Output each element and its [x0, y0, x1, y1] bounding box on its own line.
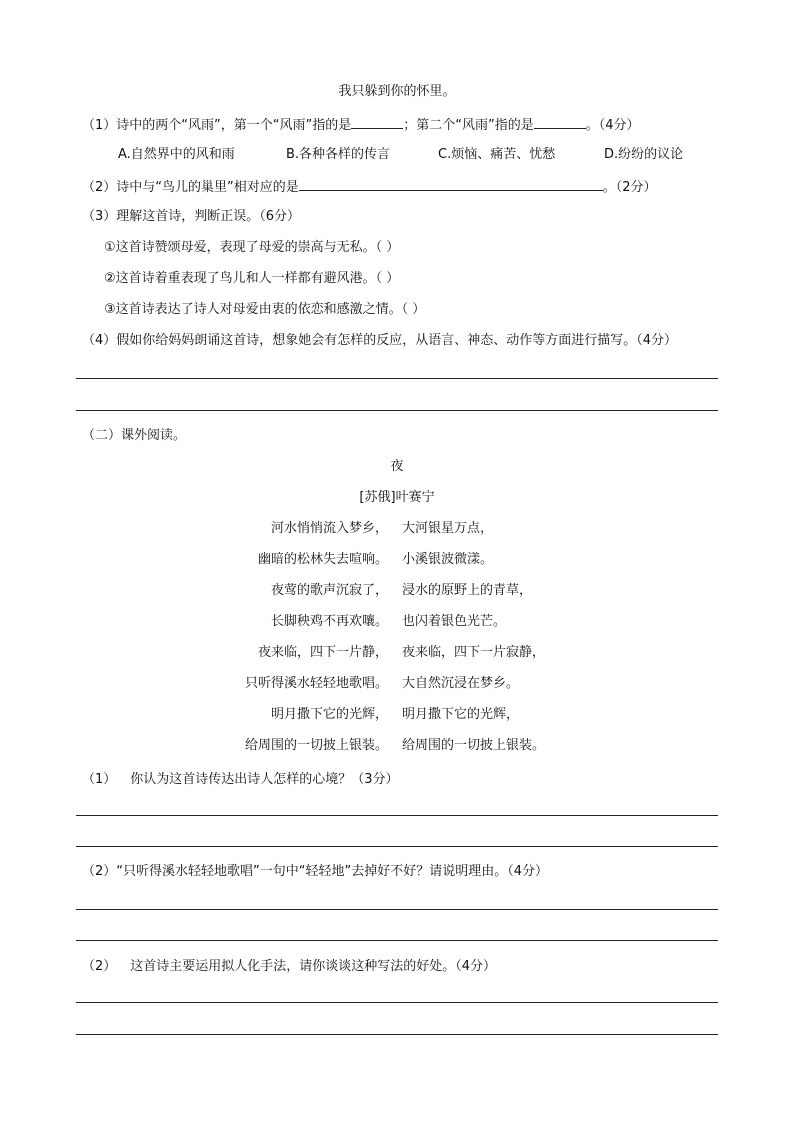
poem-line: 大河银星万点， — [402, 521, 494, 536]
answer-blank-1[interactable] — [351, 114, 403, 129]
reading-question-3 — [82, 957, 496, 977]
poem-line: 也闪着银色光芒。 — [402, 614, 507, 629]
poem-title: 夜 — [390, 459, 404, 474]
question-2 — [82, 176, 657, 198]
question-text: 这首诗主要运用拟人化手法，请你谈谈这种写法的好处。（4分） — [130, 959, 497, 974]
question-2-text-b: 。（2分） — [602, 180, 657, 195]
question-number: （2） — [82, 864, 117, 879]
answer-line[interactable] — [76, 940, 718, 941]
judge-item-3[interactable]: ③这首诗表达了诗人对母爱由衷的依恋和感激之情。（ ） — [104, 302, 426, 317]
poem-author: [苏俄]叶赛宁 — [359, 490, 435, 505]
answer-line[interactable] — [76, 410, 718, 411]
question-text: 你认为这首诗传达出诗人怎样的心境？（3分） — [130, 772, 399, 787]
poem-line: 明月撒下它的光辉， — [402, 707, 520, 722]
question-3: （3）理解这首诗，判断正误。（6分） — [82, 209, 301, 224]
reading-question-2 — [82, 862, 548, 882]
question-1-text-b: ；第二个“风雨”指的是 — [403, 118, 534, 133]
section-heading: （二）课外阅读。 — [82, 428, 187, 443]
answer-blank-2[interactable] — [534, 114, 586, 129]
question-1-text-c: 。（4分） — [585, 118, 640, 133]
answer-line[interactable] — [76, 815, 718, 816]
poem-line: 夜来临，四下一片静， — [257, 645, 388, 660]
question-number: （1） — [82, 772, 117, 787]
answer-line[interactable] — [76, 909, 718, 910]
answer-line[interactable] — [76, 846, 718, 847]
question-1-text-a: （1）诗中的两个“风雨”，第一个“风雨”指的是 — [82, 118, 352, 133]
question-4: （4）假如你给妈妈朗诵这首诗，想象她会有怎样的反应，从语言、神态、动作等方面进行描写。（4分） — [82, 333, 678, 348]
reading-question-1 — [82, 770, 399, 790]
poem-line: 大自然沉浸在梦乡。 — [402, 676, 520, 691]
answer-line[interactable] — [76, 1034, 718, 1035]
answer-line[interactable] — [76, 378, 718, 379]
option-c[interactable]: C.烦恼、痛苦、忧愁 — [438, 147, 556, 162]
question-text: “只听得溪水轻轻地歌唱”一句中“轻轻地”去掉好不好？请说明理由。（4分） — [116, 864, 548, 879]
answer-blank-3[interactable] — [299, 176, 603, 191]
judge-item-2[interactable]: ②这首诗着重表现了鸟儿和人一样都有避风港。（ ） — [104, 271, 400, 286]
poem-last-line: 我只躲到你的怀里。 — [338, 84, 456, 99]
option-b[interactable]: B.各种各样的传言 — [286, 147, 391, 162]
poem-line: 给周围的一切披上银装。 — [244, 738, 388, 753]
poem-line: 河水悄悄流入梦乡， — [270, 521, 388, 536]
poem-right-column — [402, 519, 545, 767]
judge-item-1[interactable]: ①这首诗赞颂母爱，表现了母爱的崇高与无私。（ ） — [104, 240, 400, 255]
poem-line: 夜莺的歌声沉寂了， — [270, 583, 388, 598]
question-2-text-a: （2）诗中与“鸟儿的巢里”相对应的是 — [82, 180, 299, 195]
question-1 — [82, 114, 639, 136]
question-number: （2） — [82, 959, 117, 974]
poem-line: 长脚秧鸡不再欢嚷。 — [270, 614, 388, 629]
option-a[interactable]: A.自然界中的风和雨 — [118, 147, 235, 162]
poem-left-column — [0, 519, 392, 767]
option-d[interactable]: D.纷纷的议论 — [604, 147, 684, 162]
answer-line[interactable] — [76, 1002, 718, 1003]
poem-line: 小溪银波微漾。 — [402, 552, 494, 567]
poem-line: 夜来临，四下一片寂静， — [402, 645, 546, 660]
poem-line: 明月撒下它的光辉， — [270, 707, 388, 722]
poem-line: 给周围的一切披上银装。 — [402, 738, 546, 753]
question-1-options — [0, 145, 794, 165]
poem-line: 只听得溪水轻轻地歌唱。 — [244, 676, 388, 691]
poem-line: 浸水的原野上的青草， — [402, 583, 533, 598]
poem-line: 幽暗的松林失去喧响。 — [257, 552, 388, 567]
